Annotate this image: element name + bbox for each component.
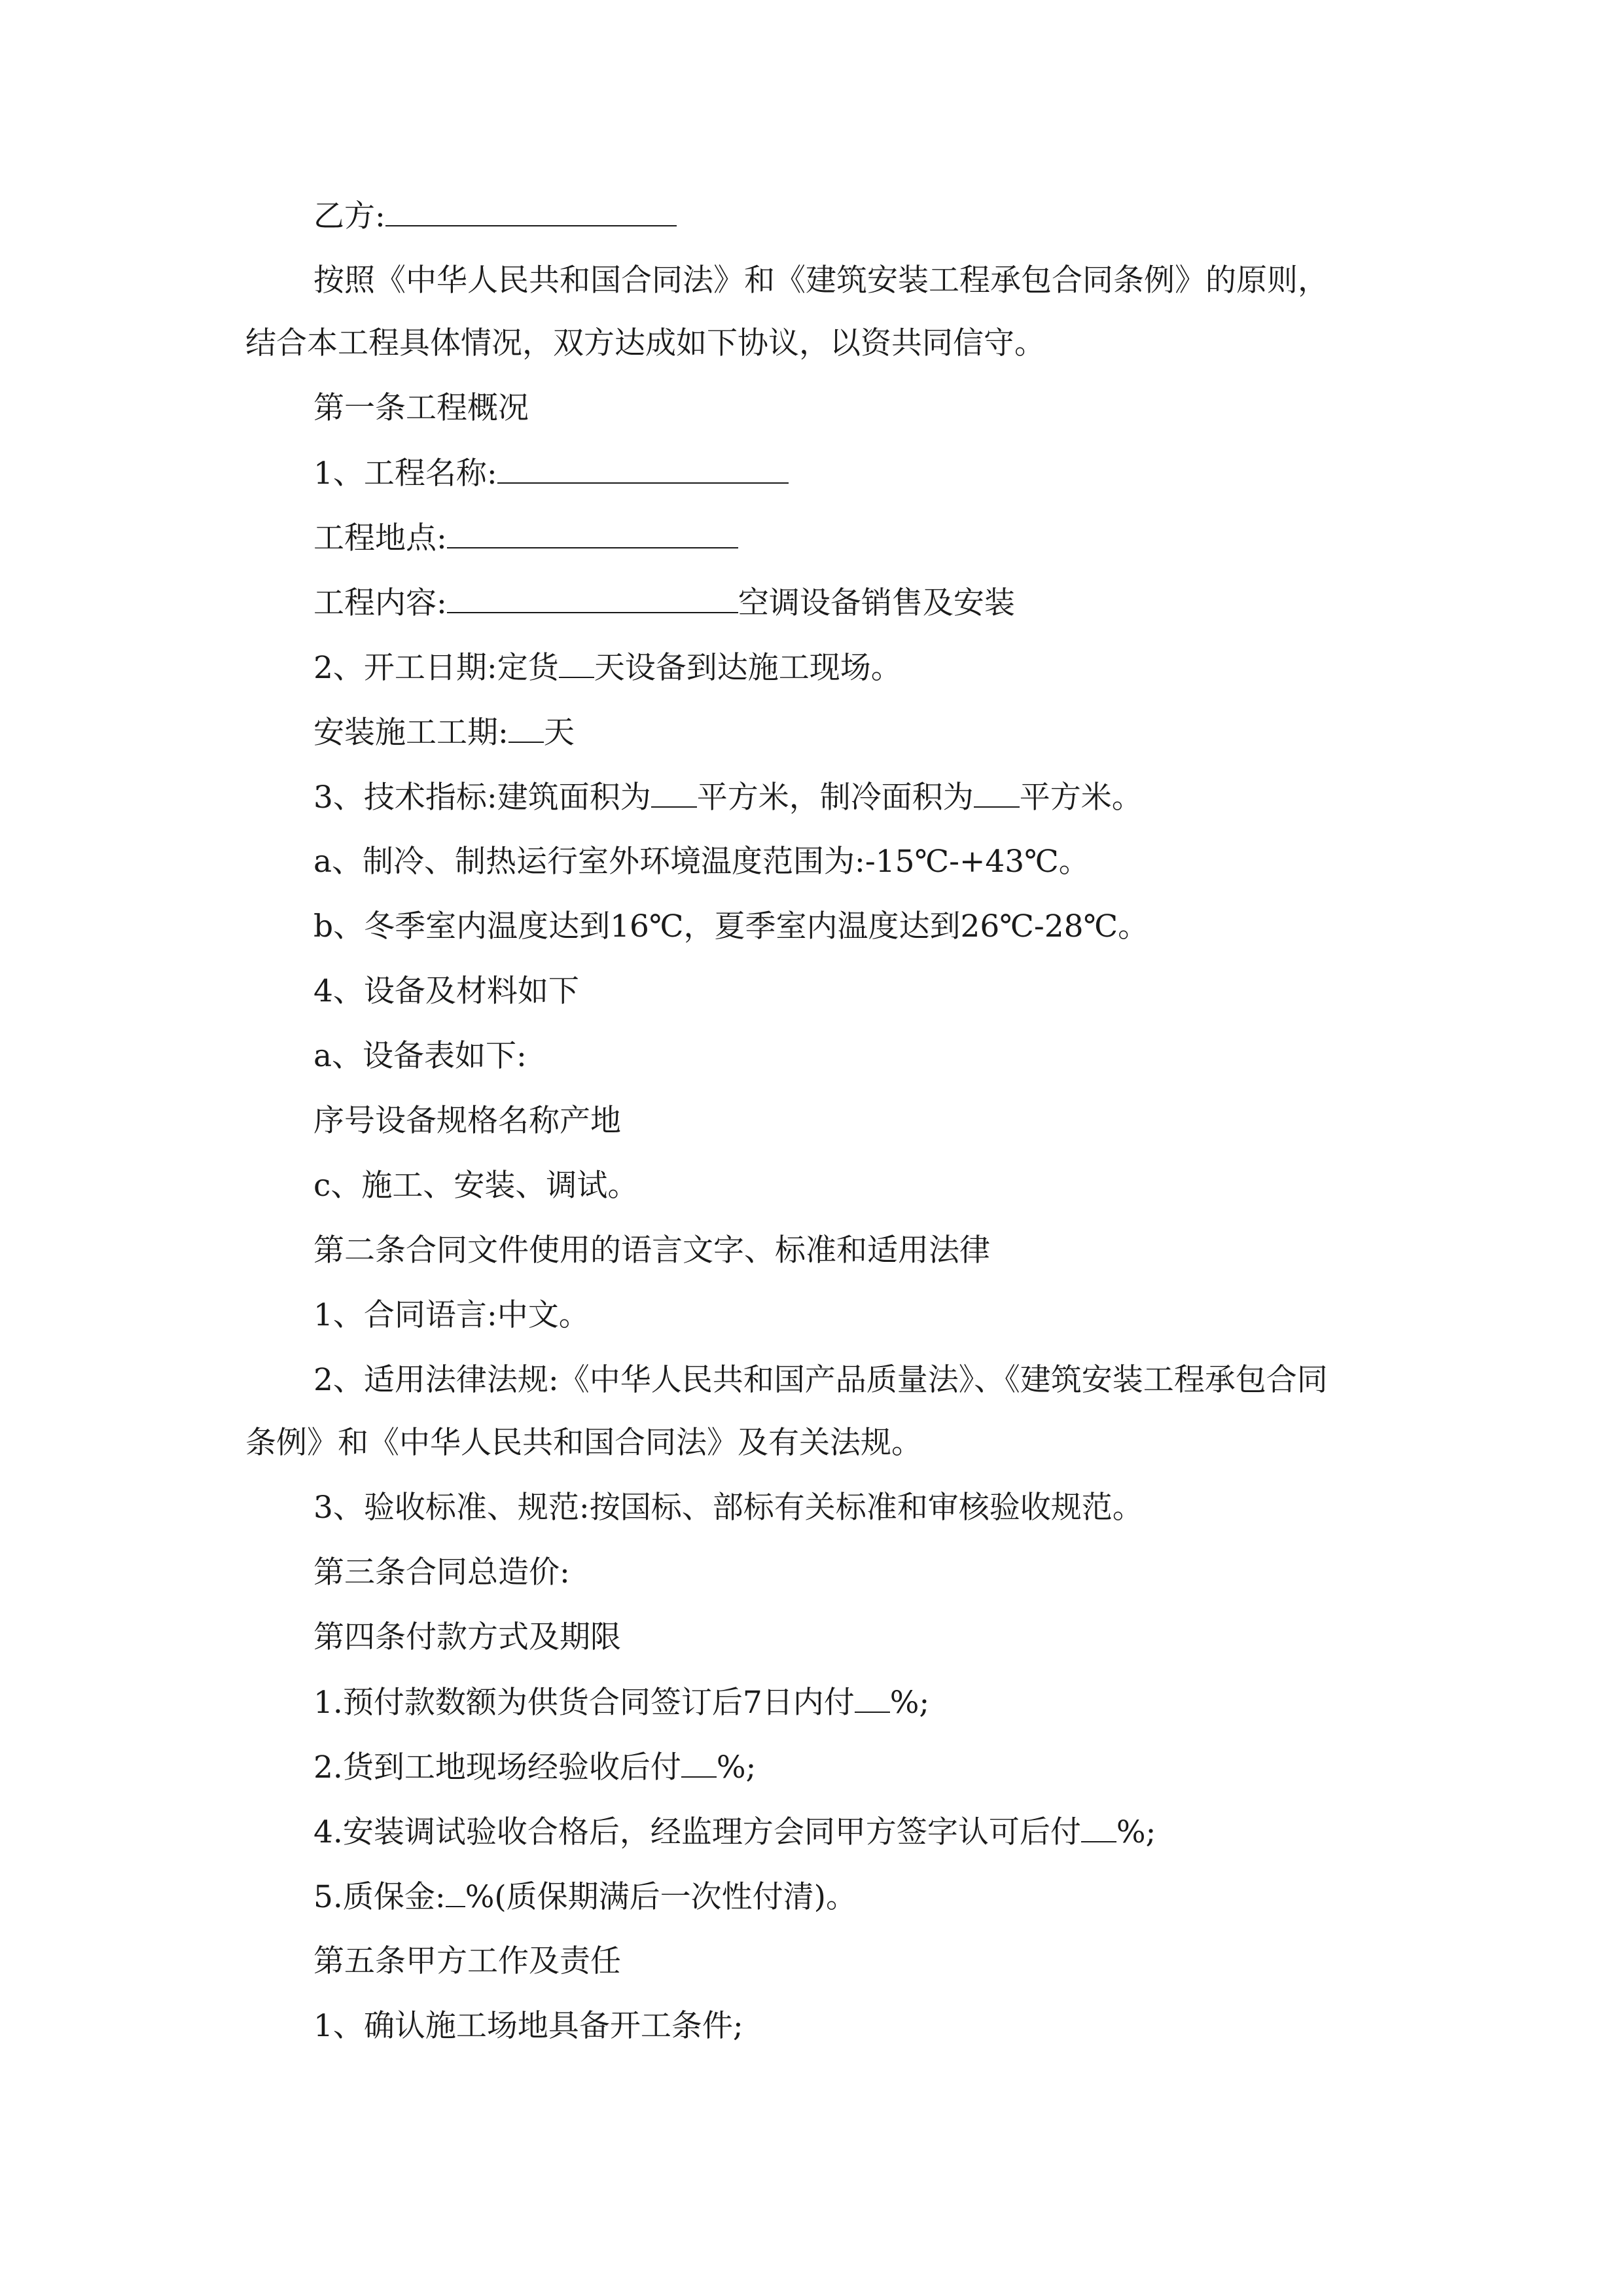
payment-5-after: %(质保期满后一次性付清)。 [465, 1879, 857, 1915]
tech-index-after: 平方米。 [1019, 780, 1143, 816]
payment-4-before: 4.安装调试验收合格后，经监理方会同甲方签字认可后付 [313, 1814, 1081, 1850]
applicable-law-line-1 [245, 1361, 1397, 1400]
project-location-label: 工程地点: [313, 520, 447, 556]
project-content-value: 空调设备销售及安装 [738, 585, 1015, 621]
preamble-line-2 [245, 324, 1397, 363]
construction-period-before: 安装施工工期: [313, 715, 508, 751]
equipment-materials-text: 4、设备及材料如下 [313, 973, 579, 1009]
article-2-text: 第二条合同文件使用的语言文字、标准和适用法律 [313, 1232, 990, 1268]
equipment-table-line [245, 1037, 1397, 1076]
payment-4-line [245, 1812, 1397, 1852]
payment-5-before: 5.质保金: [313, 1879, 446, 1915]
project-content-blank [447, 583, 738, 613]
payment-5-line [245, 1877, 1397, 1916]
article-5-text: 第五条甲方工作及责任 [313, 1943, 621, 1979]
start-date-line [245, 648, 1397, 687]
cooling-area-blank [974, 778, 1020, 808]
article-3-heading [245, 1553, 1397, 1592]
temp-range-b-text: b、冬季室内温度达到16℃，夏季室内温度达到26℃-28℃。 [313, 908, 1149, 944]
payment-2-after: %; [716, 1749, 757, 1785]
equipment-materials-line [245, 972, 1397, 1011]
tech-index-before: 3、技术指标:建筑面积为 [313, 780, 651, 816]
temp-range-a-text: a、制冷、制热运行室外环境温度范围为:-15℃-+43℃。 [313, 844, 1090, 880]
applicable-law-text-2: 条例》和《中华人民共和国合同法》及有关法规。 [245, 1425, 922, 1461]
party-b-label: 乙方: [313, 198, 385, 234]
preamble-line-1 [245, 261, 1397, 300]
contract-body [245, 196, 1397, 2072]
article-1-text: 第一条工程概况 [313, 390, 529, 426]
party-b-blank [385, 196, 677, 226]
construction-period-after: 天 [543, 715, 575, 751]
party-b-line [245, 196, 1397, 236]
payment-2-blank [681, 1748, 717, 1778]
construction-period-blank [508, 713, 544, 743]
contract-language-text: 1、合同语言:中文。 [313, 1297, 590, 1333]
article-5-heading [245, 1942, 1397, 1981]
project-name-blank [497, 454, 789, 484]
article-4-heading [245, 1618, 1397, 1657]
article-4-text: 第四条付款方式及期限 [313, 1619, 621, 1655]
article-2-heading [245, 1231, 1397, 1270]
start-date-before: 2、开工日期:定货 [313, 650, 559, 686]
project-content-line [245, 583, 1397, 622]
acceptance-standard-line [245, 1488, 1397, 1528]
project-name-label: 1、工程名称: [313, 456, 497, 492]
party-a-duty-1-text: 1、确认施工场地具备开工条件; [313, 2008, 743, 2044]
article-3-text: 第三条合同总造价: [313, 1554, 570, 1590]
start-date-after: 天设备到达施工现场。 [594, 650, 902, 686]
payment-5-blank [446, 1877, 465, 1907]
project-location-blank [447, 518, 738, 548]
preamble-text-2: 结合本工程具体情况，双方达成如下协议，以资共同信守。 [245, 325, 1045, 361]
install-debug-text: c、施工、安装、调试。 [313, 1168, 639, 1204]
payment-2-before: 2.货到工地现场经验收后付 [313, 1749, 681, 1785]
construction-period-line [245, 713, 1397, 752]
temp-range-b-line [245, 907, 1397, 946]
applicable-law-line-2 [245, 1424, 1397, 1463]
project-content-label: 工程内容: [313, 585, 447, 621]
tech-index-middle: 平方米，制冷面积为 [696, 780, 974, 816]
project-location-line [245, 518, 1397, 558]
payment-1-blank [855, 1683, 890, 1713]
article-1-heading [245, 389, 1397, 428]
party-a-duty-1-line [245, 2007, 1397, 2046]
start-date-blank [559, 648, 594, 678]
payment-2-line [245, 1748, 1397, 1787]
building-area-blank [651, 778, 697, 808]
temp-range-a-line [245, 842, 1397, 882]
tech-index-line [245, 778, 1397, 817]
payment-1-line [245, 1683, 1397, 1722]
payment-1-before: 1.预付款数额为供货合同签订后7日内付 [313, 1685, 855, 1721]
contract-language-line [245, 1296, 1397, 1335]
payment-4-after: %; [1116, 1814, 1156, 1850]
acceptance-standard-text: 3、验收标准、规范:按国标、部标有关标准和审核验收规范。 [313, 1490, 1143, 1526]
payment-1-after: %; [889, 1685, 930, 1721]
equipment-columns-text: 序号设备规格名称产地 [313, 1103, 621, 1139]
equipment-columns-line [245, 1102, 1397, 1141]
preamble-text-1: 按照《中华人民共和国合同法》和《建筑安装工程承包合同条例》的原则， [313, 262, 1329, 298]
install-debug-line [245, 1166, 1397, 1206]
payment-4-blank [1081, 1812, 1116, 1842]
equipment-table-text: a、设备表如下: [313, 1038, 527, 1074]
project-name-line [245, 454, 1397, 493]
applicable-law-text-1: 2、适用法律法规:《中华人民共和国产品质量法》、《建筑安装工程承包合同 [313, 1362, 1328, 1398]
